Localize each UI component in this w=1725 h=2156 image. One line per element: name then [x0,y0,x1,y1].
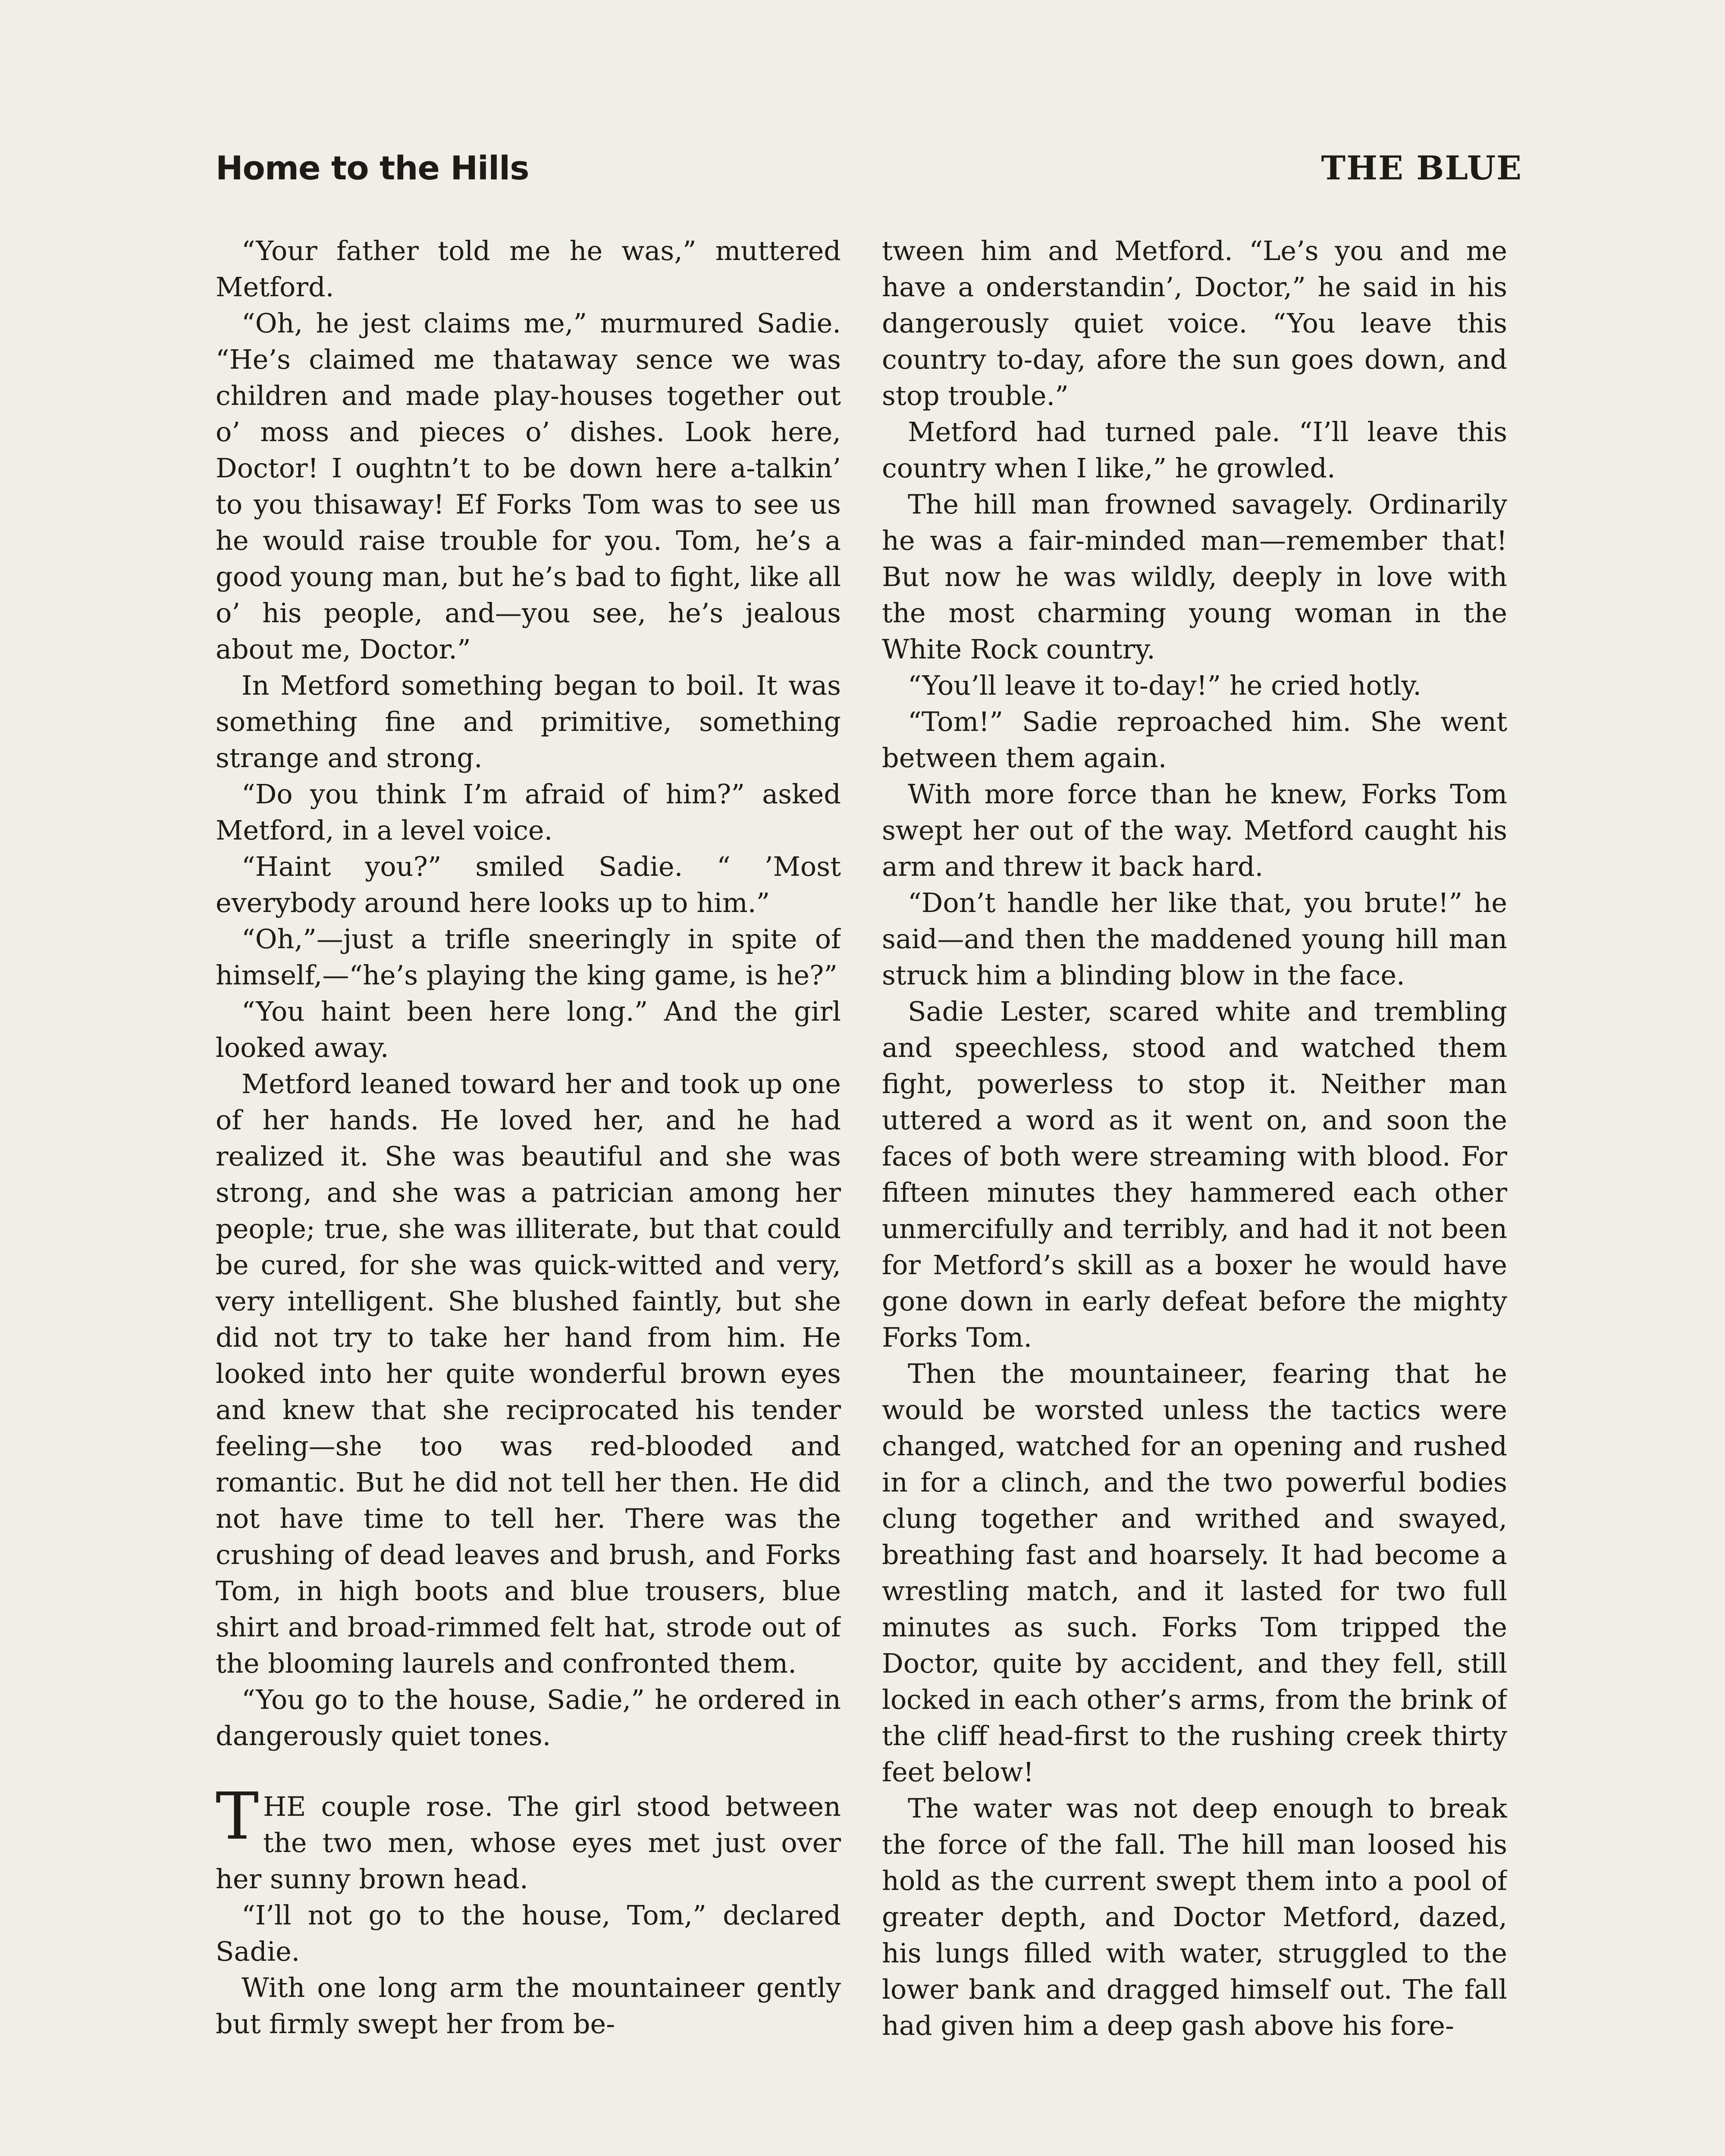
paragraph-text: HE couple rose. The girl stood between the two men, whose eyes met just over her sunny brown head. [216,1791,841,1895]
paragraph: The hill man frowned savagely. Ordinarily he was a fair-minded man—remember that! But now he was wildly, deeply in love with the most charming young woman in the White Rock country. [882,489,1507,665]
paragraph: “Oh,”—just a trifle sneeringly in spite of himself,—“he’s playing the king game, is he?” [216,923,841,991]
drop-cap: T [216,1779,259,1854]
paragraph: “Don’t handle her like that, you brute!” he said—and then the maddened young hill man struck him a blinding blow in the face. [882,887,1507,991]
paragraph: “Haint you?” smiled Sadie. “ ’Most everybody around here looks up to him.” [216,851,841,918]
paragraph: The water was not deep enough to break the force of the fall. The hill man loosed his hold as the current swept them into a pool of greater depth, and Doctor Metford, dazed, his lungs filled with water, struggled to the lower bank and dragged himself out. The fall had given him a deep gash above his fore- [882,1792,1507,2041]
paragraph-continued: tween him and Metford. “Le’s you and me have a onderstandin’, Doctor,” he said in his dangerously quiet voice. “You leave this country to-day, afore the sun goes down, and stop trouble.” [882,235,1507,411]
paragraph: With more force than he knew, Forks Tom swept her out of the way. Metford caught his arm and threw it back hard. [882,778,1507,882]
left-column [216,233,841,2156]
right-column [882,233,1507,2156]
section-opening-paragraph [216,1779,841,1897]
magazine-title: THE BLUE [1321,149,1522,187]
paragraph: Then the mountaineer, fearing that he would be worsted unless the tactics were changed, watched for an opening and rushed in for a clinch, and the two powerful bodies clung together and writhed and swayed, breathing fast and hoarsely. It had become a wrestling match, and it lasted for two full minutes as such. Forks Tom tripped the Doctor, quite by accident, and they fell, still locked in each other’s arms, from the brink of the cliff head-first to the rushing creek thirty feet below! [882,1358,1507,1788]
paragraph: “You go to the house, Sadie,” he ordered in dangerously quiet tones. [216,1684,841,1752]
running-header [216,149,1522,196]
paragraph: In Metford something began to boil. It was something fine and primitive, something strange and strong. [216,670,841,774]
paragraph: “Oh, he jest claims me,” murmured Sadie. “He’s claimed me thataway sence we was children and made play-houses together out o’ moss and pieces o’ dishes. Look here, Doctor! I oughtn’t to be down here a-talkin’ to you thisaway! Ef Forks Tom was to see us he would raise trouble for you. Tom, he’s a good young man, but he’s bad to fight, like all o’ his people, and—you see, he’s jealous about me, Doctor.” [216,307,841,665]
paragraph: “You’ll leave it to-day!” he cried hotly. [908,670,1421,701]
paragraph: Sadie Lester, scared white and trembling and speechless, stood and watched them fight, powerless to stop it. Neither man uttered a word as it went on, and soon the faces of both were streaming with blood. For fifteen minutes they hammered each other unmercifully and terribly, and had it not been for Metford’s skill as a boxer he would have gone down in early defeat before the mighty Forks Tom. [882,996,1507,1353]
paragraph: “You haint been here long.” And the girl looked away. [216,996,841,1063]
story-title: Home to the Hills [216,149,529,187]
paragraph: “Your father told me he was,” muttered Metford. [216,235,841,303]
paragraph: “Do you think I’m afraid of him?” asked Metford, in a level voice. [216,778,841,846]
section-break [216,1754,841,1789]
paragraph: “I’ll not go to the house, Tom,” declared Sadie. [216,1899,841,1967]
paragraph: With one long arm the mountaineer gently but firmly swept her from be- [216,1972,841,2040]
paragraph: Metford had turned pale. “I’ll leave this country when I like,” he growled. [882,416,1507,484]
paragraph: “Tom!” Sadie reproached him. She went between them again. [882,706,1507,774]
paragraph: Metford leaned toward her and took up one of her hands. He loved her, and he had realized it. She was beautiful and she was strong, and she was a patrician among her people; true, she was illiterate, but that could be cured, for she was quick-witted and very, very intelligent. She blushed faintly, but she did not try to take her hand from him. He looked into her quite wonderful brown eyes and knew that she reciprocated his tender feeling—she too was red-blooded and romantic. But he did not tell her then. He did not have time to tell her. There was the crushing of dead leaves and brush, and Forks Tom, in high boots and blue trousers, blue shirt and broad-rimmed felt hat, strode out of the blooming laurels and confronted them. [216,1068,841,1679]
